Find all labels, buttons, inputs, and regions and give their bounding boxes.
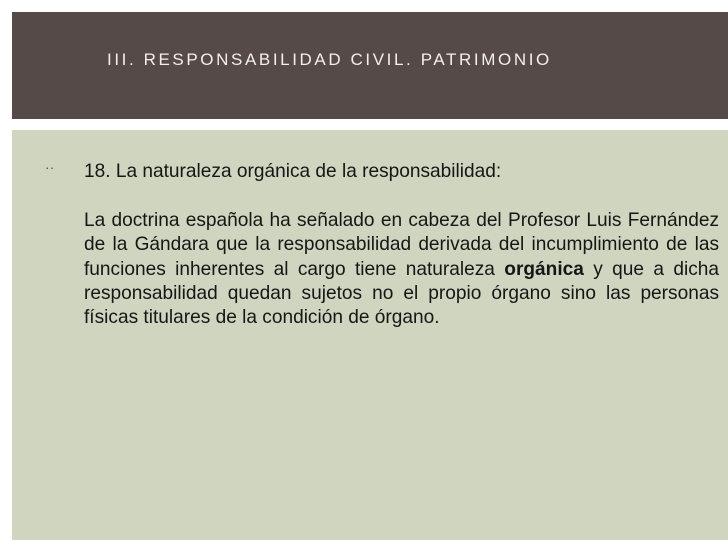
paragraph-bold-term: orgánica — [504, 258, 584, 280]
slide-title: III. RESPONSABILIDAD CIVIL. PATRIMONIO — [107, 50, 552, 69]
paragraph-text-after: y que a dicha responsabilidad quedan sujetos no el propio órgano sino las personas físicas titulares de la condición de órgano. — [84, 258, 719, 329]
bullet-marker: ·· — [45, 159, 55, 175]
paragraph-text-before: La doctrina española ha señalado en cabeza del Profesor Luis Fernández de la Gándara que la responsabilidad derivada del incumplimiento de las funciones inherentes al cargo tiene naturaleza — [84, 209, 719, 280]
section-heading: 18. La naturaleza orgánica de la responsabilidad: — [84, 161, 502, 182]
slide-header — [12, 12, 728, 119]
body-paragraph — [84, 209, 719, 331]
slide-content — [84, 160, 719, 331]
